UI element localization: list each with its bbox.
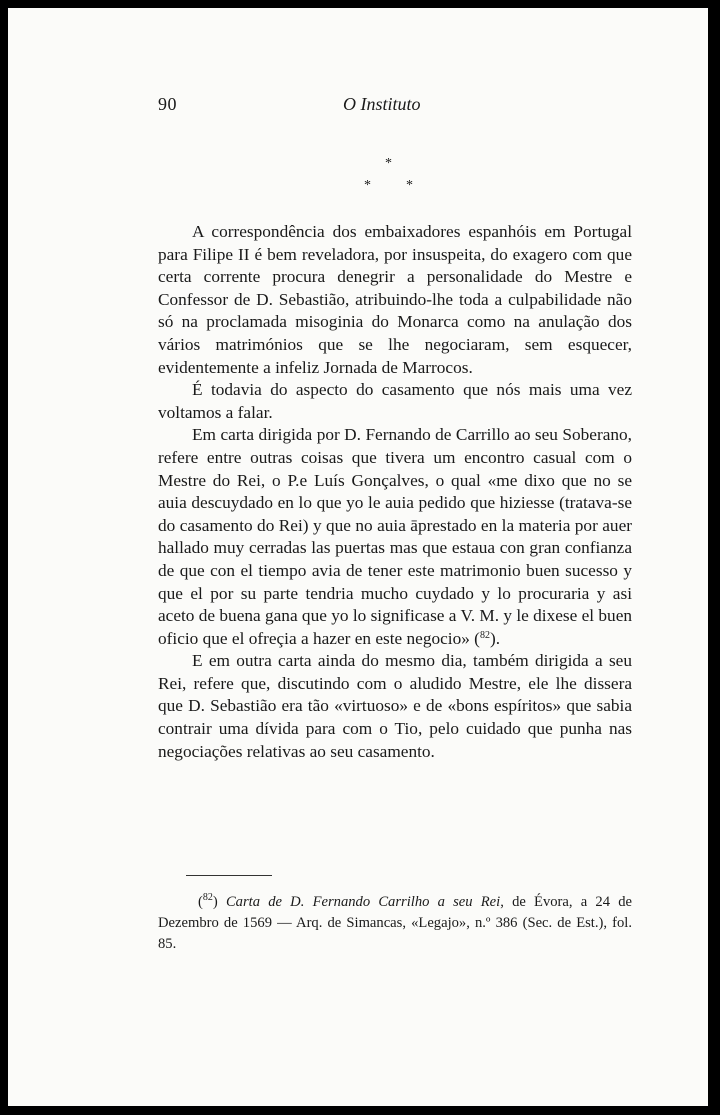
paragraph-2: É todavia do aspecto do casamento que nós mais uma vez voltamos a falar.: [158, 380, 632, 422]
footnote: [158, 892, 632, 955]
footnote-mark: 82: [202, 892, 213, 903]
paragraph-3-text: Em carta dirigida por D. Fernando de Carrillo ao seu Soberano, refere entre outras coisas que tivera um encontro casual com o Mestre do Rei, o P.e Luís Gonçalves, o qual «me dixo que no se auia descuydado en lo que yo le auia pedido que hiziesse (tratava-se do casamento do Rei) y que no auia āprestado en la materia por auer hallado muy cerradas las puertas mas que estaua con gran confianza de que con el tiempo avia de tener este matrimonio buen sucesso y que el por su parte tendria mucho cuydado y lo procuraria y asi aceto de buena gana que yo lo significase a V. M. y le dixese el buen oficio que el ofreçia a hazer en este negocio»: [158, 425, 632, 648]
footnote-mark-close: ): [212, 894, 218, 910]
body-text: [158, 221, 632, 763]
asterism-star-right: *: [406, 178, 413, 193]
paragraph-4: E em outra carta ainda do mesmo dia, também dirigida a seu Rei, refere que, discutindo com o aludido Mestre, ele lhe dissera que D. Sebastião era tão «virtuoso» e de «bons espíritos» que sabia contrair uma dívida para com o Tio, pelo cuidado que punha nas negociações relativas ao seu casamento.: [158, 651, 632, 761]
note-close: ).: [489, 628, 501, 648]
asterism-star-left: *: [364, 178, 371, 193]
paragraph-3: [158, 424, 632, 650]
journal-title: O Instituto: [343, 94, 421, 114]
footnote-citation: , de Évora, a 24 de Dezembro de 1569 — Arq. de Simancas, «Legajo», n.º 386 (Sec. de Est.), fol. 85.: [158, 894, 632, 952]
paragraph-1: A correspondência dos embaixadores espanhóis em Portugal para Filipe II é bem reveladora, por insuspeita, do exagero com que certa corrente procura denegrir a personalidade do Mestre e Confessor de D. Sebastião, atribuindo-lhe toda a culpabilidade não só na proclamada misoginia do Monarca como na anulação dos vários matrimónios que se lhe negociaram, sem esquecer, evidentemente a infeliz Jornada de Marrocos.: [158, 222, 632, 377]
document-page: [8, 8, 708, 1106]
running-head: [158, 94, 558, 116]
page-number: 90: [158, 94, 177, 114]
section-asterism: [358, 156, 418, 196]
footnote-divider: [186, 875, 272, 876]
footnote-mark-open: (: [198, 894, 203, 910]
footnote-reference: 82: [479, 629, 490, 641]
note-open: (: [469, 628, 480, 648]
asterism-star-top: *: [385, 156, 392, 171]
footnote-title: Carta de D. Fernando Carrilho a seu Rei: [225, 894, 501, 910]
